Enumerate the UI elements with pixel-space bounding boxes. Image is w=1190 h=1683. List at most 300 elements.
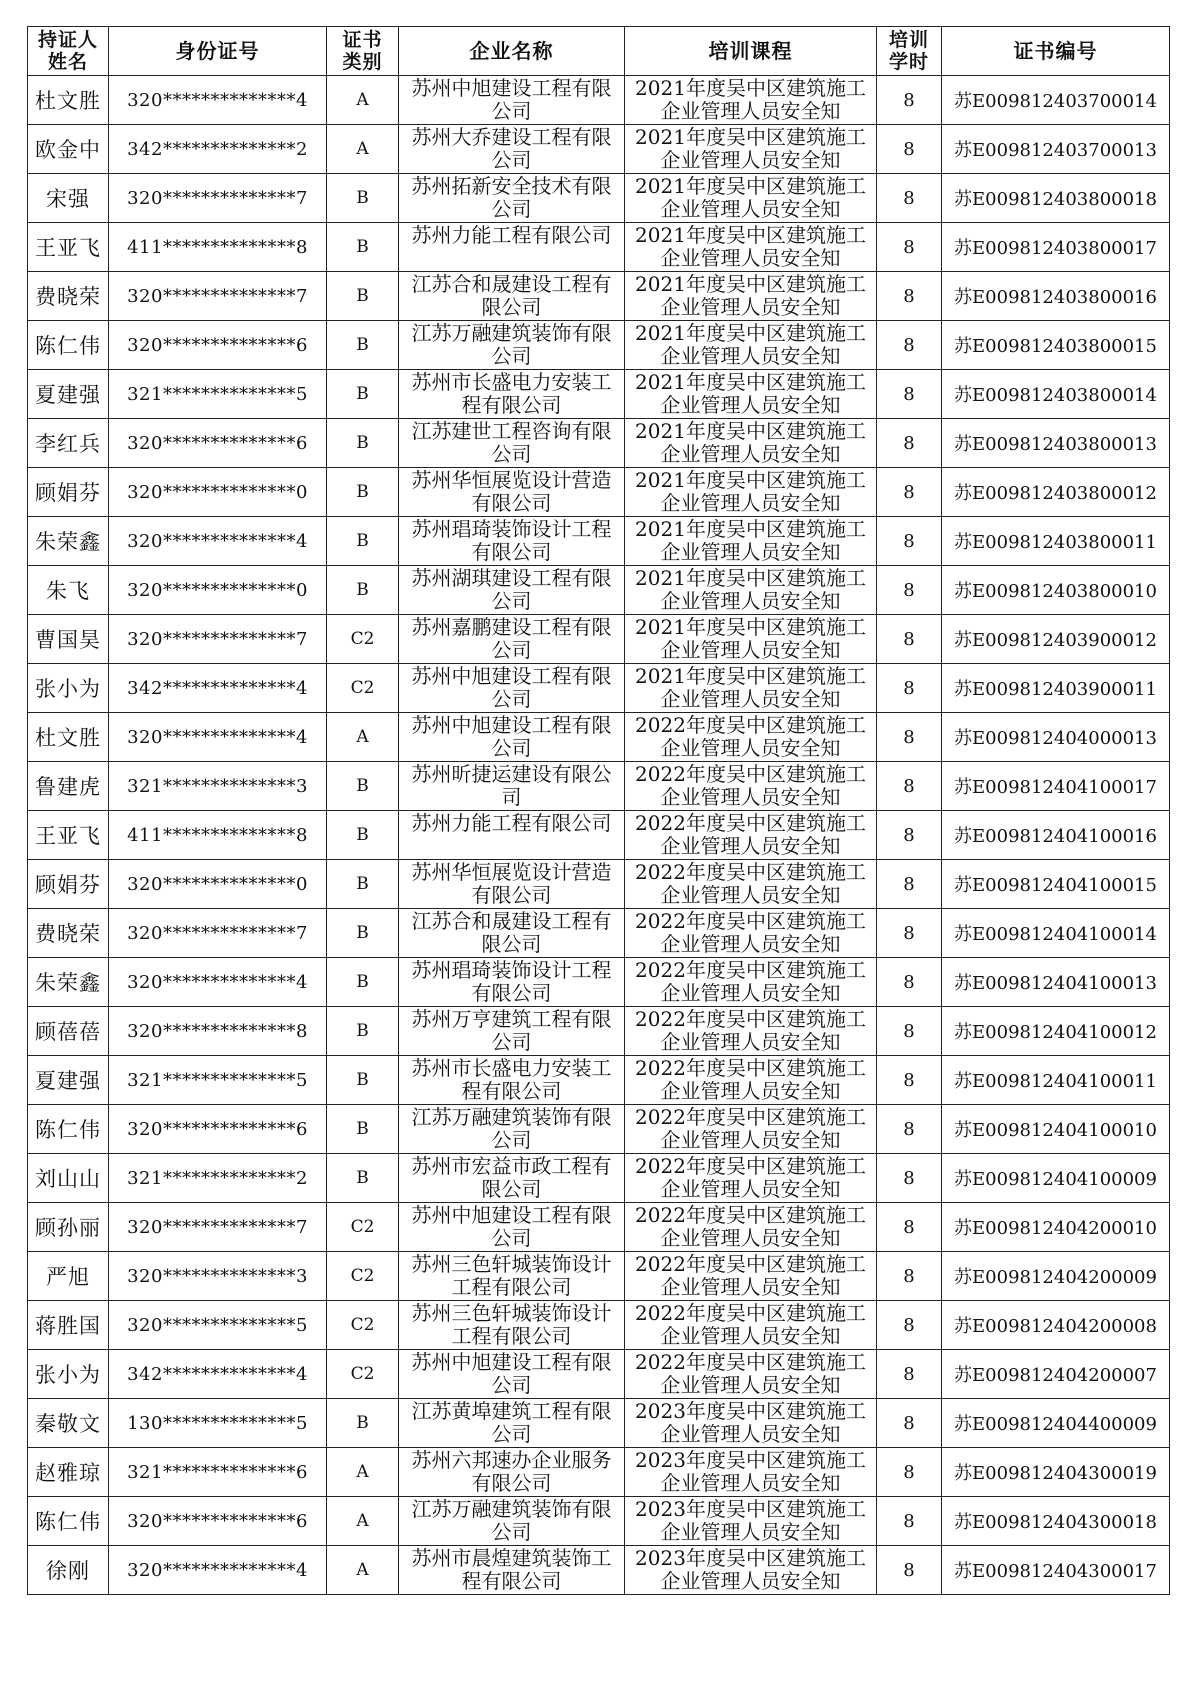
company-name-cell-text: 苏州中旭建设工程有限公司 (411, 1351, 612, 1397)
training-hours-cell: 8 (877, 1497, 942, 1546)
cert-category-cell: A (327, 1497, 399, 1546)
company-name-cell (399, 321, 625, 370)
training-hours-cell: 8 (877, 958, 942, 1007)
training-course-cell-text: 2021年度吴中区建筑施工企业管理人员安全知 (635, 273, 866, 319)
company-name-cell (399, 76, 625, 125)
holder-name-cell: 赵雅琼 (28, 1448, 109, 1497)
company-name-cell-text: 江苏合和晟建设工程有限公司 (411, 910, 612, 956)
cert-category-cell: B (327, 370, 399, 419)
company-name-cell (399, 1399, 625, 1448)
table-row (28, 1448, 1170, 1497)
cert-category-cell: C2 (327, 1350, 399, 1399)
company-name-cell-text: 苏州市长盛电力安装工程有限公司 (411, 371, 612, 417)
training-course-cell (625, 517, 877, 566)
cert-category-cell: B (327, 811, 399, 860)
training-course-cell-text: 2022年度吴中区建筑施工企业管理人员安全知 (635, 1008, 866, 1054)
cert-category-cell: B (327, 909, 399, 958)
company-name-cell-text: 苏州力能工程有限公司 (411, 224, 612, 247)
training-hours-cell: 8 (877, 664, 942, 713)
training-course-cell-text: 2023年度吴中区建筑施工企业管理人员安全知 (635, 1547, 866, 1593)
training-course-cell-text: 2021年度吴中区建筑施工企业管理人员安全知 (635, 322, 866, 368)
table-row (28, 811, 1170, 860)
training-hours-cell: 8 (877, 1350, 942, 1399)
company-name-cell (399, 1497, 625, 1546)
holder-name-cell: 张小为 (28, 1350, 109, 1399)
training-course-cell-text: 2022年度吴中区建筑施工企业管理人员安全知 (635, 1155, 866, 1201)
training-hours-cell: 8 (877, 517, 942, 566)
cert-number-cell: 苏E009812404100015 (942, 860, 1170, 909)
company-name-cell (399, 223, 625, 272)
header-training-course: 培训课程 (625, 27, 877, 76)
training-hours-cell: 8 (877, 1154, 942, 1203)
holder-name-cell: 王亚飞 (28, 811, 109, 860)
cert-category-cell: B (327, 958, 399, 1007)
cert-number-cell: 苏E009812404100011 (942, 1056, 1170, 1105)
training-hours-cell: 8 (877, 223, 942, 272)
holder-name-cell: 朱荣鑫 (28, 517, 109, 566)
holder-name-cell: 王亚飞 (28, 223, 109, 272)
training-course-cell-text: 2022年度吴中区建筑施工企业管理人员安全知 (635, 1351, 866, 1397)
company-name-cell (399, 1350, 625, 1399)
holder-name-cell: 顾孙丽 (28, 1203, 109, 1252)
table-row (28, 76, 1170, 125)
cert-number-cell: 苏E009812403800014 (942, 370, 1170, 419)
company-name-cell-text: 苏州中旭建设工程有限公司 (411, 665, 612, 711)
training-course-cell (625, 713, 877, 762)
table-row (28, 1154, 1170, 1203)
cert-number-cell: 苏E009812404100012 (942, 1007, 1170, 1056)
company-name-cell (399, 909, 625, 958)
company-name-cell (399, 272, 625, 321)
holder-name-cell: 顾娟芬 (28, 860, 109, 909)
id-number-cell: 320**************4 (109, 517, 327, 566)
training-hours-cell: 8 (877, 1301, 942, 1350)
header-cert-category: 证书 类别 (327, 27, 399, 76)
cert-number-cell: 苏E009812404200009 (942, 1252, 1170, 1301)
table-row (28, 419, 1170, 468)
cert-category-cell: B (327, 566, 399, 615)
header-id-number: 身份证号 (109, 27, 327, 76)
cert-category-cell: C2 (327, 1252, 399, 1301)
table-row (28, 1203, 1170, 1252)
training-course-cell (625, 664, 877, 713)
training-course-cell (625, 860, 877, 909)
training-course-cell (625, 370, 877, 419)
training-course-cell (625, 1007, 877, 1056)
holder-name-cell: 夏建强 (28, 370, 109, 419)
company-name-cell-text: 苏州市长盛电力安装工程有限公司 (411, 1057, 612, 1103)
cert-category-cell: B (327, 762, 399, 811)
training-hours-cell: 8 (877, 321, 942, 370)
holder-name-cell: 李红兵 (28, 419, 109, 468)
id-number-cell: 320**************4 (109, 76, 327, 125)
cert-category-cell: B (327, 174, 399, 223)
training-hours-cell: 8 (877, 125, 942, 174)
training-course-cell-text: 2023年度吴中区建筑施工企业管理人员安全知 (635, 1400, 866, 1446)
training-hours-cell: 8 (877, 1546, 942, 1595)
cert-number-cell: 苏E009812403800011 (942, 517, 1170, 566)
id-number-cell: 411**************8 (109, 811, 327, 860)
company-name-cell-text: 苏州万亨建筑工程有限公司 (411, 1008, 612, 1054)
cert-number-cell: 苏E009812403900011 (942, 664, 1170, 713)
certificate-table (27, 26, 1170, 1595)
training-course-cell (625, 566, 877, 615)
table-row (28, 223, 1170, 272)
holder-name-cell: 陈仁伟 (28, 1497, 109, 1546)
cert-number-cell: 苏E009812404300019 (942, 1448, 1170, 1497)
id-number-cell: 320**************4 (109, 1546, 327, 1595)
cert-number-cell: 苏E009812403800010 (942, 566, 1170, 615)
training-course-cell (625, 419, 877, 468)
header-holder-name: 持证人 姓名 (28, 27, 109, 76)
company-name-cell-text: 苏州三色轩城装饰设计工程有限公司 (411, 1253, 612, 1299)
company-name-cell (399, 1154, 625, 1203)
cert-category-cell: B (327, 1056, 399, 1105)
training-hours-cell: 8 (877, 1007, 942, 1056)
id-number-cell: 321**************3 (109, 762, 327, 811)
training-course-cell (625, 762, 877, 811)
cert-number-cell: 苏E009812403800013 (942, 419, 1170, 468)
company-name-cell (399, 468, 625, 517)
id-number-cell: 320**************6 (109, 419, 327, 468)
holder-name-cell: 曹国昊 (28, 615, 109, 664)
training-course-cell (625, 1105, 877, 1154)
holder-name-cell: 夏建强 (28, 1056, 109, 1105)
cert-number-cell: 苏E009812404100014 (942, 909, 1170, 958)
id-number-cell: 130**************5 (109, 1399, 327, 1448)
cert-number-cell: 苏E009812403700014 (942, 76, 1170, 125)
id-number-cell: 320**************7 (109, 174, 327, 223)
training-course-cell-text: 2022年度吴中区建筑施工企业管理人员安全知 (635, 1253, 866, 1299)
company-name-cell-text: 苏州市宏益市政工程有限公司 (411, 1155, 612, 1201)
training-course-cell (625, 909, 877, 958)
table-row (28, 1007, 1170, 1056)
training-course-cell (625, 615, 877, 664)
holder-name-cell: 鲁建虎 (28, 762, 109, 811)
company-name-cell-text: 苏州三色轩城装饰设计工程有限公司 (411, 1302, 612, 1348)
company-name-cell (399, 419, 625, 468)
training-course-cell (625, 1154, 877, 1203)
id-number-cell: 320**************3 (109, 1252, 327, 1301)
holder-name-cell: 宋强 (28, 174, 109, 223)
table-row (28, 1301, 1170, 1350)
holder-name-cell: 徐刚 (28, 1546, 109, 1595)
table-row (28, 517, 1170, 566)
cert-number-cell: 苏E009812403800016 (942, 272, 1170, 321)
id-number-cell: 342**************4 (109, 664, 327, 713)
cert-category-cell: B (327, 272, 399, 321)
company-name-cell (399, 615, 625, 664)
training-course-cell-text: 2022年度吴中区建筑施工企业管理人员安全知 (635, 714, 866, 760)
company-name-cell-text: 苏州琩琦装饰设计工程有限公司 (411, 959, 612, 1005)
holder-name-cell: 陈仁伟 (28, 1105, 109, 1154)
cert-number-cell: 苏E009812404100017 (942, 762, 1170, 811)
cert-category-cell: B (327, 860, 399, 909)
training-course-cell-text: 2022年度吴中区建筑施工企业管理人员安全知 (635, 861, 866, 907)
table-row (28, 909, 1170, 958)
training-course-cell-text: 2021年度吴中区建筑施工企业管理人员安全知 (635, 224, 866, 270)
training-course-cell (625, 174, 877, 223)
training-hours-cell: 8 (877, 76, 942, 125)
cert-number-cell: 苏E009812403700013 (942, 125, 1170, 174)
cert-category-cell: B (327, 1154, 399, 1203)
table-header-row (28, 27, 1170, 76)
company-name-cell (399, 1056, 625, 1105)
training-course-cell-text: 2021年度吴中区建筑施工企业管理人员安全知 (635, 469, 866, 515)
holder-name-cell: 严旭 (28, 1252, 109, 1301)
id-number-cell: 320**************6 (109, 1497, 327, 1546)
table-row (28, 762, 1170, 811)
training-course-cell (625, 223, 877, 272)
holder-name-cell: 蒋胜国 (28, 1301, 109, 1350)
id-number-cell: 320**************7 (109, 909, 327, 958)
cert-category-cell: B (327, 517, 399, 566)
training-course-cell-text: 2022年度吴中区建筑施工企业管理人员安全知 (635, 959, 866, 1005)
training-course-cell-text: 2021年度吴中区建筑施工企业管理人员安全知 (635, 518, 866, 564)
company-name-cell (399, 1448, 625, 1497)
training-course-cell-text: 2022年度吴中区建筑施工企业管理人员安全知 (635, 812, 866, 858)
id-number-cell: 320**************4 (109, 958, 327, 1007)
training-hours-cell: 8 (877, 1399, 942, 1448)
cert-category-cell: B (327, 468, 399, 517)
training-course-cell (625, 1448, 877, 1497)
training-course-cell (625, 1497, 877, 1546)
table-row (28, 1105, 1170, 1154)
training-course-cell (625, 811, 877, 860)
holder-name-cell: 顾蓓蓓 (28, 1007, 109, 1056)
cert-number-cell: 苏E009812404100013 (942, 958, 1170, 1007)
table-body (28, 76, 1170, 1595)
cert-category-cell: C2 (327, 615, 399, 664)
company-name-cell-text: 苏州嘉鹏建设工程有限公司 (411, 616, 612, 662)
cert-number-cell: 苏E009812404000013 (942, 713, 1170, 762)
training-course-cell-text: 2021年度吴中区建筑施工企业管理人员安全知 (635, 616, 866, 662)
cert-category-cell: C2 (327, 664, 399, 713)
training-hours-cell: 8 (877, 909, 942, 958)
id-number-cell: 342**************4 (109, 1350, 327, 1399)
company-name-cell (399, 174, 625, 223)
company-name-cell-text: 江苏万融建筑装饰有限公司 (411, 1498, 612, 1544)
training-course-cell-text: 2022年度吴中区建筑施工企业管理人员安全知 (635, 763, 866, 809)
table-row (28, 958, 1170, 1007)
training-course-cell-text: 2021年度吴中区建筑施工企业管理人员安全知 (635, 175, 866, 221)
training-course-cell (625, 1252, 877, 1301)
training-course-cell (625, 468, 877, 517)
training-course-cell (625, 1399, 877, 1448)
cert-number-cell: 苏E009812404100010 (942, 1105, 1170, 1154)
training-course-cell-text: 2021年度吴中区建筑施工企业管理人员安全知 (635, 371, 866, 417)
company-name-cell (399, 1252, 625, 1301)
cert-category-cell: B (327, 1399, 399, 1448)
company-name-cell (399, 1105, 625, 1154)
company-name-cell (399, 762, 625, 811)
training-course-cell-text: 2022年度吴中区建筑施工企业管理人员安全知 (635, 1302, 866, 1348)
training-course-cell (625, 958, 877, 1007)
table-row (28, 1056, 1170, 1105)
company-name-cell-text: 苏州拓新安全技术有限公司 (411, 175, 612, 221)
header-training-hours: 培训 学时 (877, 27, 942, 76)
cert-number-cell: 苏E009812403800018 (942, 174, 1170, 223)
table-row (28, 174, 1170, 223)
training-course-cell-text: 2023年度吴中区建筑施工企业管理人员安全知 (635, 1498, 866, 1544)
training-course-cell (625, 1350, 877, 1399)
cert-category-cell: A (327, 713, 399, 762)
table-row (28, 860, 1170, 909)
table-row (28, 468, 1170, 517)
table-row (28, 713, 1170, 762)
table-row (28, 1350, 1170, 1399)
training-hours-cell: 8 (877, 762, 942, 811)
cert-number-cell: 苏E009812404200007 (942, 1350, 1170, 1399)
company-name-cell-text: 苏州中旭建设工程有限公司 (411, 1204, 612, 1250)
training-hours-cell: 8 (877, 1252, 942, 1301)
id-number-cell: 321**************5 (109, 1056, 327, 1105)
training-hours-cell: 8 (877, 811, 942, 860)
cert-category-cell: A (327, 1448, 399, 1497)
cert-number-cell: 苏E009812404200010 (942, 1203, 1170, 1252)
holder-name-cell: 朱荣鑫 (28, 958, 109, 1007)
table-row (28, 615, 1170, 664)
company-name-cell-text: 江苏建世工程咨询有限公司 (411, 420, 612, 466)
training-course-cell-text: 2022年度吴中区建筑施工企业管理人员安全知 (635, 1204, 866, 1250)
company-name-cell (399, 370, 625, 419)
company-name-cell-text: 苏州湖琪建设工程有限公司 (411, 567, 612, 613)
training-course-cell-text: 2023年度吴中区建筑施工企业管理人员安全知 (635, 1449, 866, 1495)
cert-category-cell: B (327, 223, 399, 272)
holder-name-cell: 顾娟芬 (28, 468, 109, 517)
training-course-cell (625, 321, 877, 370)
cert-category-cell: A (327, 1546, 399, 1595)
training-hours-cell: 8 (877, 1105, 942, 1154)
training-course-cell-text: 2021年度吴中区建筑施工企业管理人员安全知 (635, 126, 866, 172)
cert-category-cell: B (327, 321, 399, 370)
training-course-cell-text: 2022年度吴中区建筑施工企业管理人员安全知 (635, 910, 866, 956)
header-company-name: 企业名称 (399, 27, 625, 76)
training-hours-cell: 8 (877, 419, 942, 468)
table-row (28, 1252, 1170, 1301)
company-name-cell-text: 苏州六邦速办企业服务有限公司 (411, 1449, 612, 1495)
cert-number-cell: 苏E009812403800017 (942, 223, 1170, 272)
holder-name-cell: 刘山山 (28, 1154, 109, 1203)
cert-category-cell: B (327, 1105, 399, 1154)
training-course-cell (625, 1056, 877, 1105)
training-course-cell-text: 2022年度吴中区建筑施工企业管理人员安全知 (635, 1057, 866, 1103)
holder-name-cell: 费晓荣 (28, 909, 109, 958)
id-number-cell: 411**************8 (109, 223, 327, 272)
company-name-cell (399, 664, 625, 713)
company-name-cell-text: 苏州大乔建设工程有限公司 (411, 126, 612, 172)
training-hours-cell: 8 (877, 174, 942, 223)
company-name-cell (399, 811, 625, 860)
training-course-cell-text: 2022年度吴中区建筑施工企业管理人员安全知 (635, 1106, 866, 1152)
table-row (28, 125, 1170, 174)
training-course-cell (625, 1546, 877, 1595)
training-course-cell-text: 2021年度吴中区建筑施工企业管理人员安全知 (635, 567, 866, 613)
cert-number-cell: 苏E009812403800012 (942, 468, 1170, 517)
training-hours-cell: 8 (877, 468, 942, 517)
table-row (28, 321, 1170, 370)
table-row (28, 566, 1170, 615)
company-name-cell-text: 江苏万融建筑装饰有限公司 (411, 1106, 612, 1152)
company-name-cell-text: 江苏合和晟建设工程有限公司 (411, 273, 612, 319)
company-name-cell-text: 江苏万融建筑装饰有限公司 (411, 322, 612, 368)
holder-name-cell: 杜文胜 (28, 713, 109, 762)
training-course-cell (625, 76, 877, 125)
training-course-cell (625, 1203, 877, 1252)
table-row (28, 1399, 1170, 1448)
training-hours-cell: 8 (877, 566, 942, 615)
training-course-cell (625, 272, 877, 321)
id-number-cell: 320**************6 (109, 1105, 327, 1154)
company-name-cell-text: 苏州琩琦装饰设计工程有限公司 (411, 518, 612, 564)
company-name-cell-text: 苏州中旭建设工程有限公司 (411, 77, 612, 123)
training-hours-cell: 8 (877, 713, 942, 762)
cert-number-cell: 苏E009812404100009 (942, 1154, 1170, 1203)
training-hours-cell: 8 (877, 615, 942, 664)
company-name-cell (399, 125, 625, 174)
company-name-cell (399, 860, 625, 909)
id-number-cell: 320**************0 (109, 860, 327, 909)
training-course-cell-text: 2021年度吴中区建筑施工企业管理人员安全知 (635, 665, 866, 711)
holder-name-cell: 杜文胜 (28, 76, 109, 125)
company-name-cell-text: 江苏黄埠建筑工程有限公司 (411, 1400, 612, 1446)
cert-category-cell: B (327, 1007, 399, 1056)
id-number-cell: 321**************6 (109, 1448, 327, 1497)
training-course-cell-text: 2021年度吴中区建筑施工企业管理人员安全知 (635, 77, 866, 123)
company-name-cell (399, 713, 625, 762)
id-number-cell: 320**************0 (109, 566, 327, 615)
training-hours-cell: 8 (877, 272, 942, 321)
table-row (28, 1497, 1170, 1546)
training-course-cell (625, 125, 877, 174)
company-name-cell (399, 1007, 625, 1056)
holder-name-cell: 陈仁伟 (28, 321, 109, 370)
holder-name-cell: 费晓荣 (28, 272, 109, 321)
training-hours-cell: 8 (877, 1203, 942, 1252)
cert-number-cell: 苏E009812404100016 (942, 811, 1170, 860)
id-number-cell: 320**************7 (109, 615, 327, 664)
id-number-cell: 320**************7 (109, 272, 327, 321)
holder-name-cell: 欧金中 (28, 125, 109, 174)
cert-number-cell: 苏E009812403800015 (942, 321, 1170, 370)
cert-number-cell: 苏E009812403900012 (942, 615, 1170, 664)
cert-number-cell: 苏E009812404200008 (942, 1301, 1170, 1350)
company-name-cell (399, 517, 625, 566)
id-number-cell: 320**************7 (109, 1203, 327, 1252)
id-number-cell: 320**************8 (109, 1007, 327, 1056)
header-cert-number: 证书编号 (942, 27, 1170, 76)
cert-category-cell: A (327, 76, 399, 125)
holder-name-cell: 朱飞 (28, 566, 109, 615)
id-number-cell: 320**************6 (109, 321, 327, 370)
company-name-cell-text: 苏州中旭建设工程有限公司 (411, 714, 612, 760)
training-course-cell (625, 1301, 877, 1350)
table-row (28, 664, 1170, 713)
table-row (28, 272, 1170, 321)
id-number-cell: 321**************5 (109, 370, 327, 419)
cert-category-cell: A (327, 125, 399, 174)
company-name-cell-text: 苏州华恒展览设计营造有限公司 (411, 861, 612, 907)
company-name-cell-text: 苏州昕捷运建设有限公司 (411, 763, 612, 809)
company-name-cell (399, 1546, 625, 1595)
table-row (28, 370, 1170, 419)
cert-category-cell: B (327, 419, 399, 468)
holder-name-cell: 秦敬文 (28, 1399, 109, 1448)
id-number-cell: 320**************0 (109, 468, 327, 517)
training-hours-cell: 8 (877, 860, 942, 909)
training-hours-cell: 8 (877, 1448, 942, 1497)
training-hours-cell: 8 (877, 370, 942, 419)
